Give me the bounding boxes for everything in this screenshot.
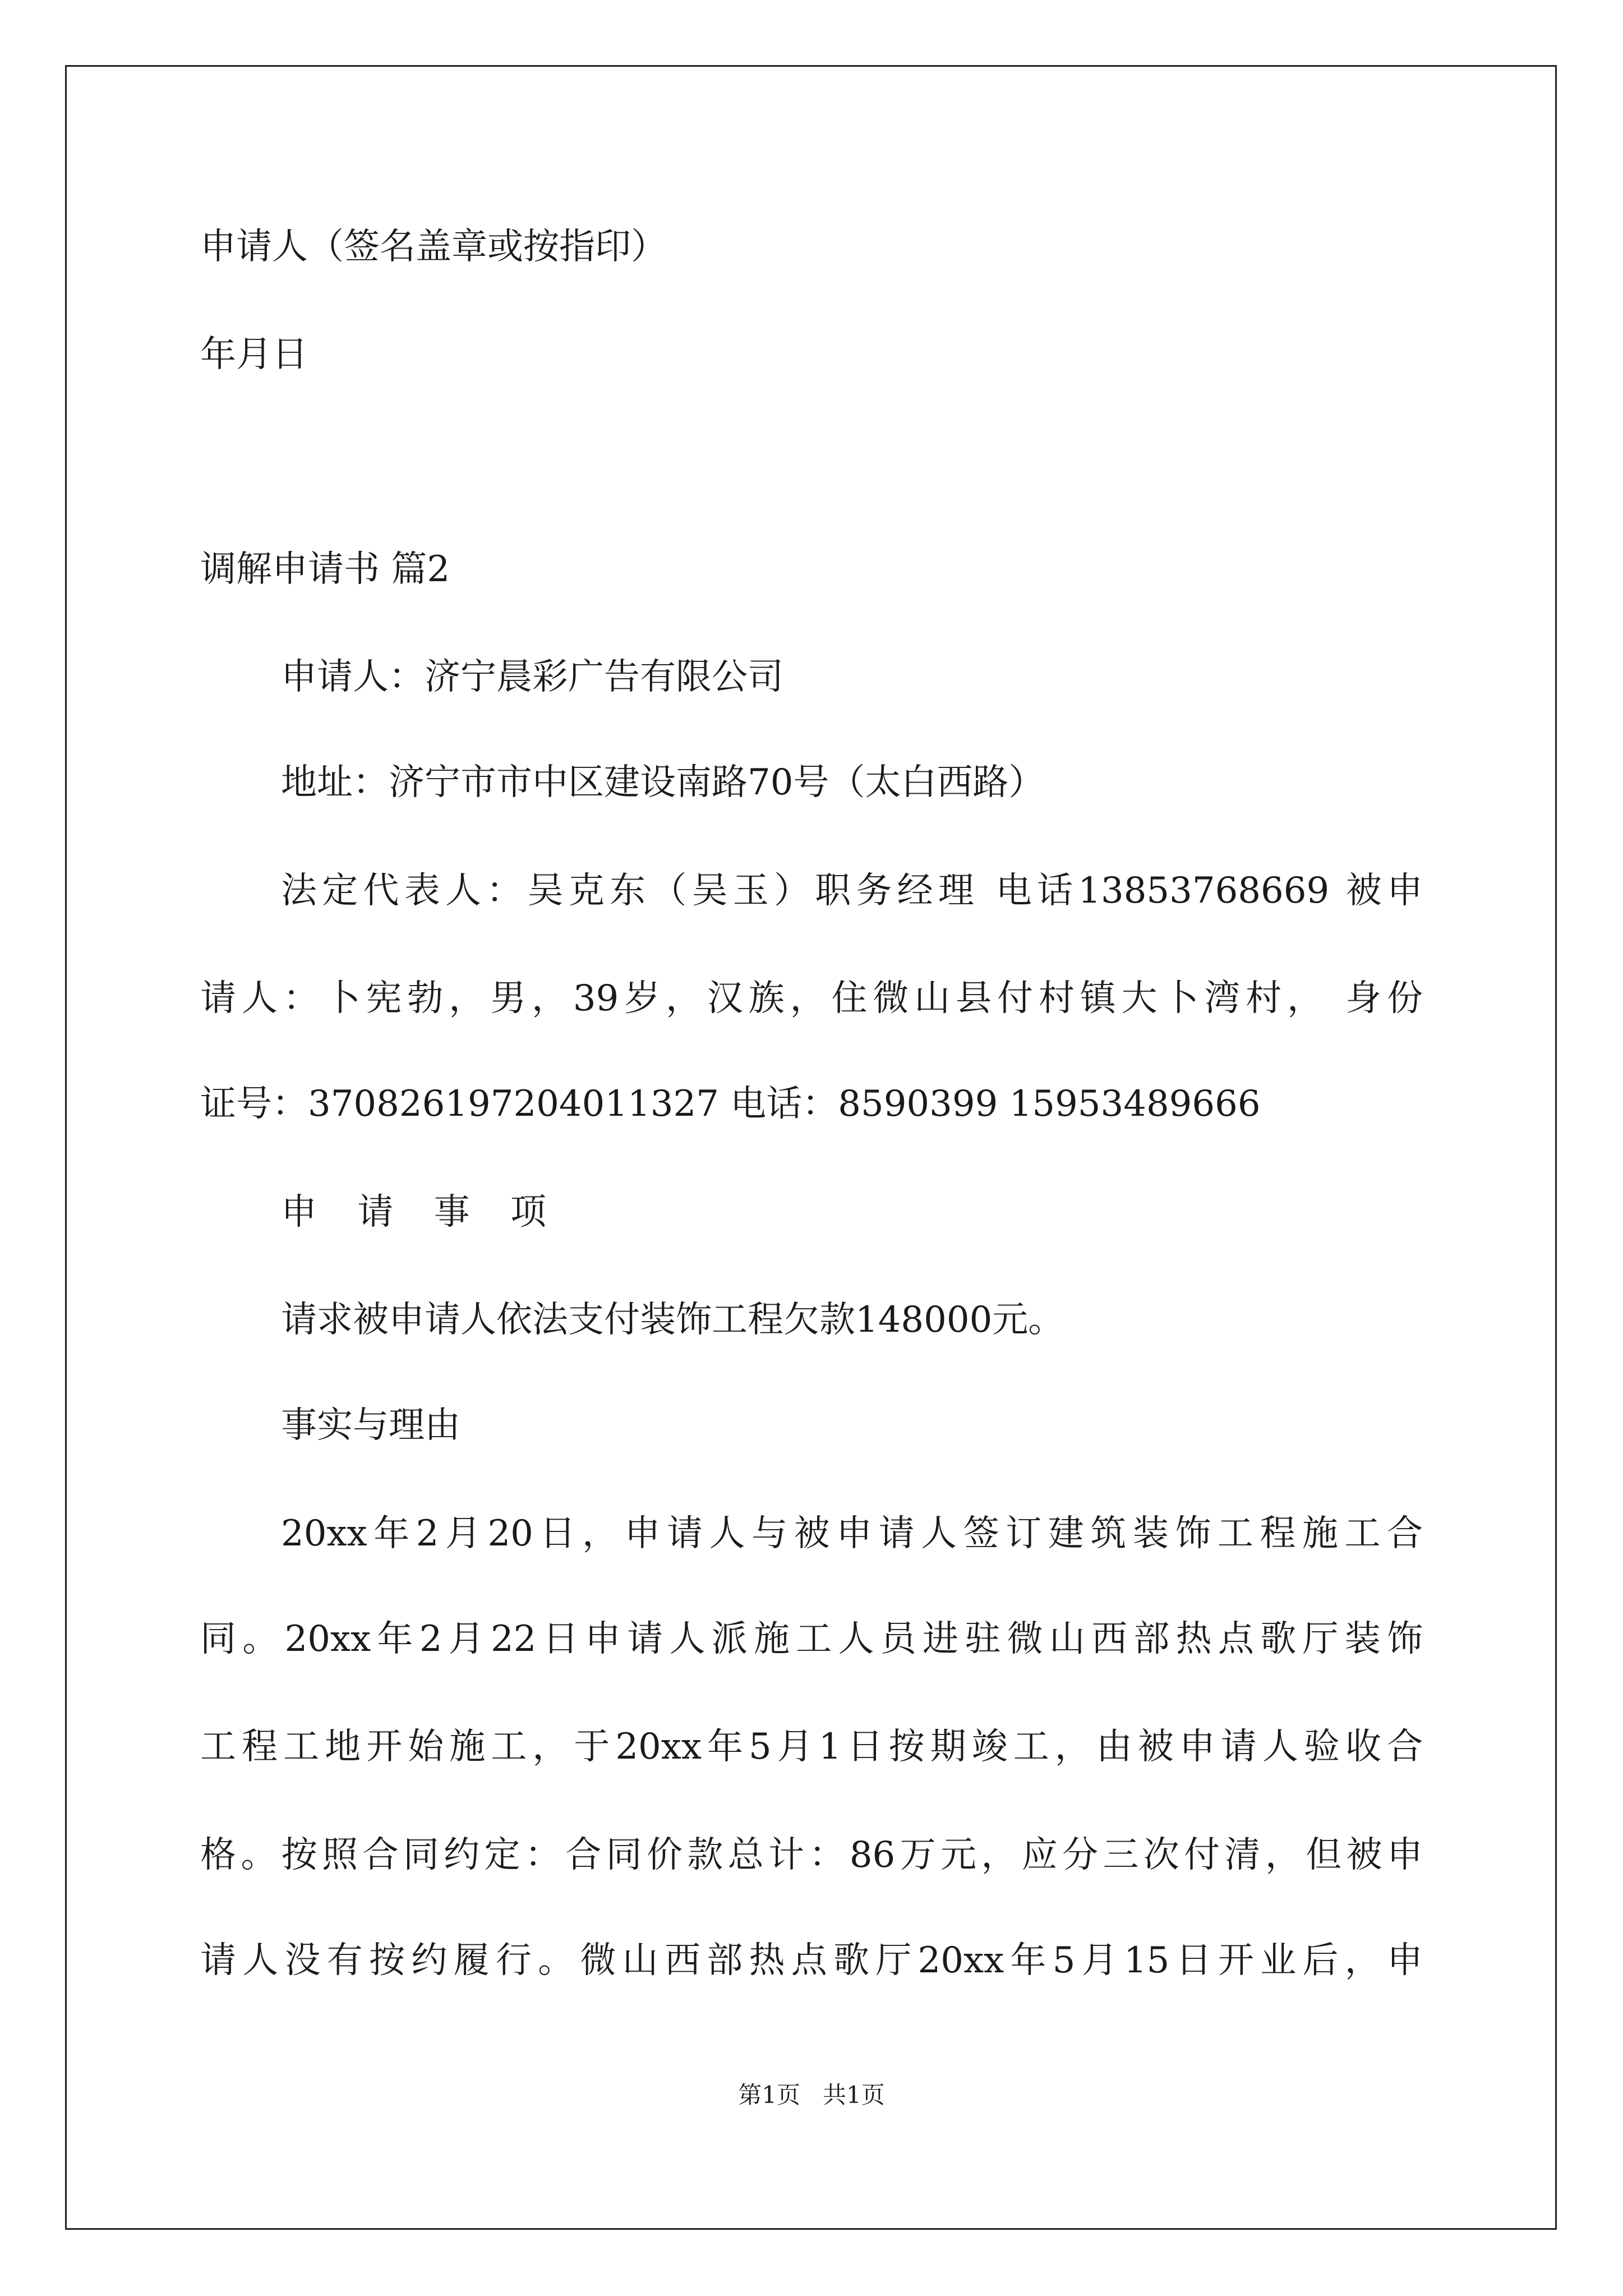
page-footer bbox=[0, 2081, 1623, 2109]
page-border bbox=[65, 65, 1557, 2230]
facts-paragraph-line: 请人没有按约履行。微山西部热点歌厅20xx年5月15日开业后，申 bbox=[200, 1940, 1423, 1981]
address-line: 地址：济宁市市中区建设南路70号（太白西路） bbox=[281, 762, 1045, 803]
id-number-line: 证号：370826197204011327 电话：8590399 15953489666 bbox=[200, 1083, 1261, 1125]
applicant-line: 申请人：济宁晨彩广告有限公司 bbox=[281, 656, 783, 698]
claim-line: 请求被申请人依法支付装饰工程欠款148000元。 bbox=[281, 1299, 1064, 1341]
facts-paragraph-line: 工程工地开始施工，于20xx年5月1日按期竣工，由被申请人验收合 bbox=[200, 1726, 1423, 1768]
respondent-line: 请人：卜宪勃，男，39岁，汉族，住微山县付村镇大卜湾村， 身份 bbox=[200, 978, 1423, 1019]
page-total: 共1页 bbox=[823, 2081, 885, 2109]
date-line: 年月日 bbox=[200, 334, 308, 375]
facts-paragraph-line: 格。按照合同约定：合同价款总计：86万元，应分三次付清，但被申 bbox=[200, 1834, 1423, 1876]
facts-paragraph-line: 20xx年2月20日，申请人与被申请人签订建筑装饰工程施工合 bbox=[281, 1513, 1423, 1554]
facts-heading: 事实与理由 bbox=[281, 1405, 460, 1446]
legal-rep-line: 法定代表人：吴克东（吴玉）职务经理 电话13853768669 被申 bbox=[281, 870, 1423, 912]
page-number: 第1页 bbox=[738, 2081, 800, 2109]
section-heading: 调解申请书 篇2 bbox=[200, 549, 450, 590]
claims-heading: 申 请 事 项 bbox=[281, 1191, 561, 1233]
applicant-signature-line: 申请人（签名盖章或按指印） bbox=[200, 226, 667, 268]
facts-paragraph-line: 同。20xx年2月22日申请人派施工人员进驻微山西部热点歌厅装饰 bbox=[200, 1618, 1423, 1660]
